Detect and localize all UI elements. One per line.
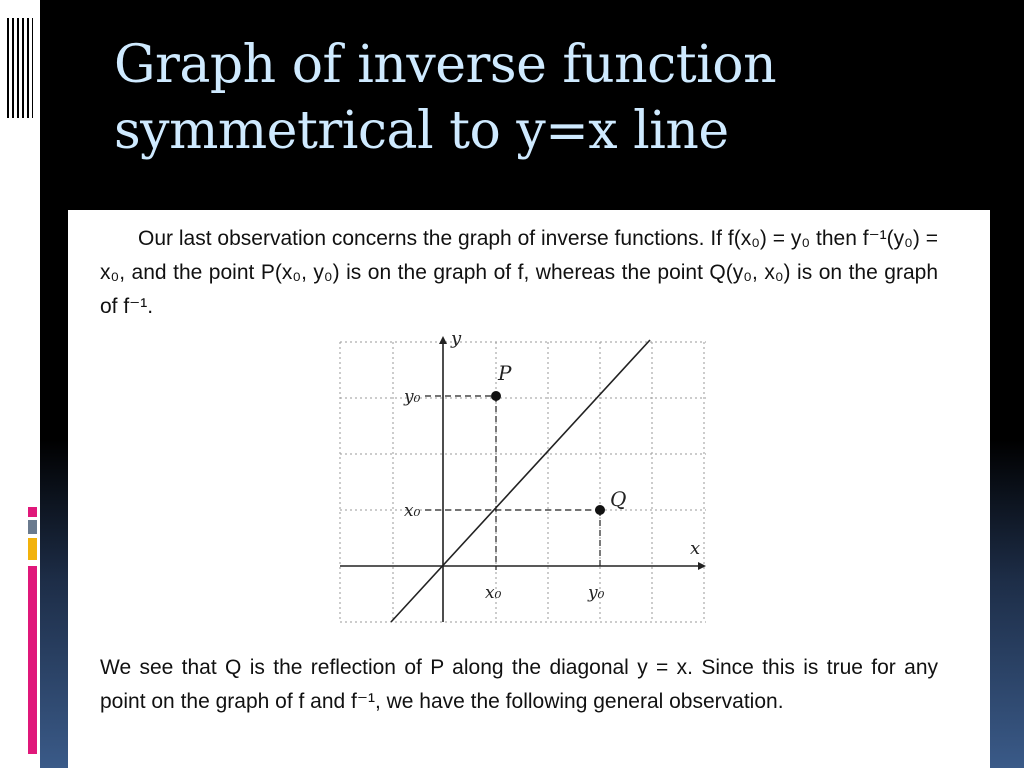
tick-label-y0-horizontal: y₀: [588, 583, 605, 603]
paragraph-top: Our last observation concerns the graph of inverse functions. If f(x₀) = y₀ then f⁻¹(y₀) = x₀, and the point P(x₀, y₀) is on the graph of f, whereas the point Q(y₀, x₀) is on the graph of f⁻¹.: [100, 227, 938, 318]
title-line-1: Graph of inverse function: [114, 35, 777, 95]
content-image-panel: [68, 210, 990, 768]
tick-label-x0-vertical: x₀: [404, 501, 421, 521]
slide-title: [114, 32, 914, 164]
x-axis-label: x: [690, 538, 701, 559]
x-axis-arrow: [698, 562, 706, 570]
point-q: [595, 505, 605, 515]
point-p-label: P: [498, 361, 512, 385]
point-p: [491, 391, 501, 401]
title-line-2: symmetrical to y=x line: [114, 101, 729, 161]
accent-bar-gray: [28, 520, 37, 534]
diagonal-line-y-equals-x: [391, 340, 650, 622]
y-axis-arrow: [439, 336, 447, 344]
accent-bar-gold: [28, 538, 37, 560]
paragraph-bottom: We see that Q is the reflection of P along the diagonal y = x. Since this is true for any point on the graph of f and f⁻¹, we have the following general observation.: [100, 656, 938, 713]
accent-bar-pink-small: [28, 507, 37, 517]
tick-label-y0: y₀: [404, 387, 421, 407]
inverse-function-figure: [338, 332, 708, 626]
accent-bar-pink-long: [28, 566, 37, 754]
grid: [340, 342, 706, 622]
decorative-lines: [7, 18, 33, 118]
tick-label-x0-horizontal: x₀: [485, 583, 502, 603]
point-q-label: Q: [610, 487, 627, 511]
y-axis-label: y: [451, 332, 462, 349]
